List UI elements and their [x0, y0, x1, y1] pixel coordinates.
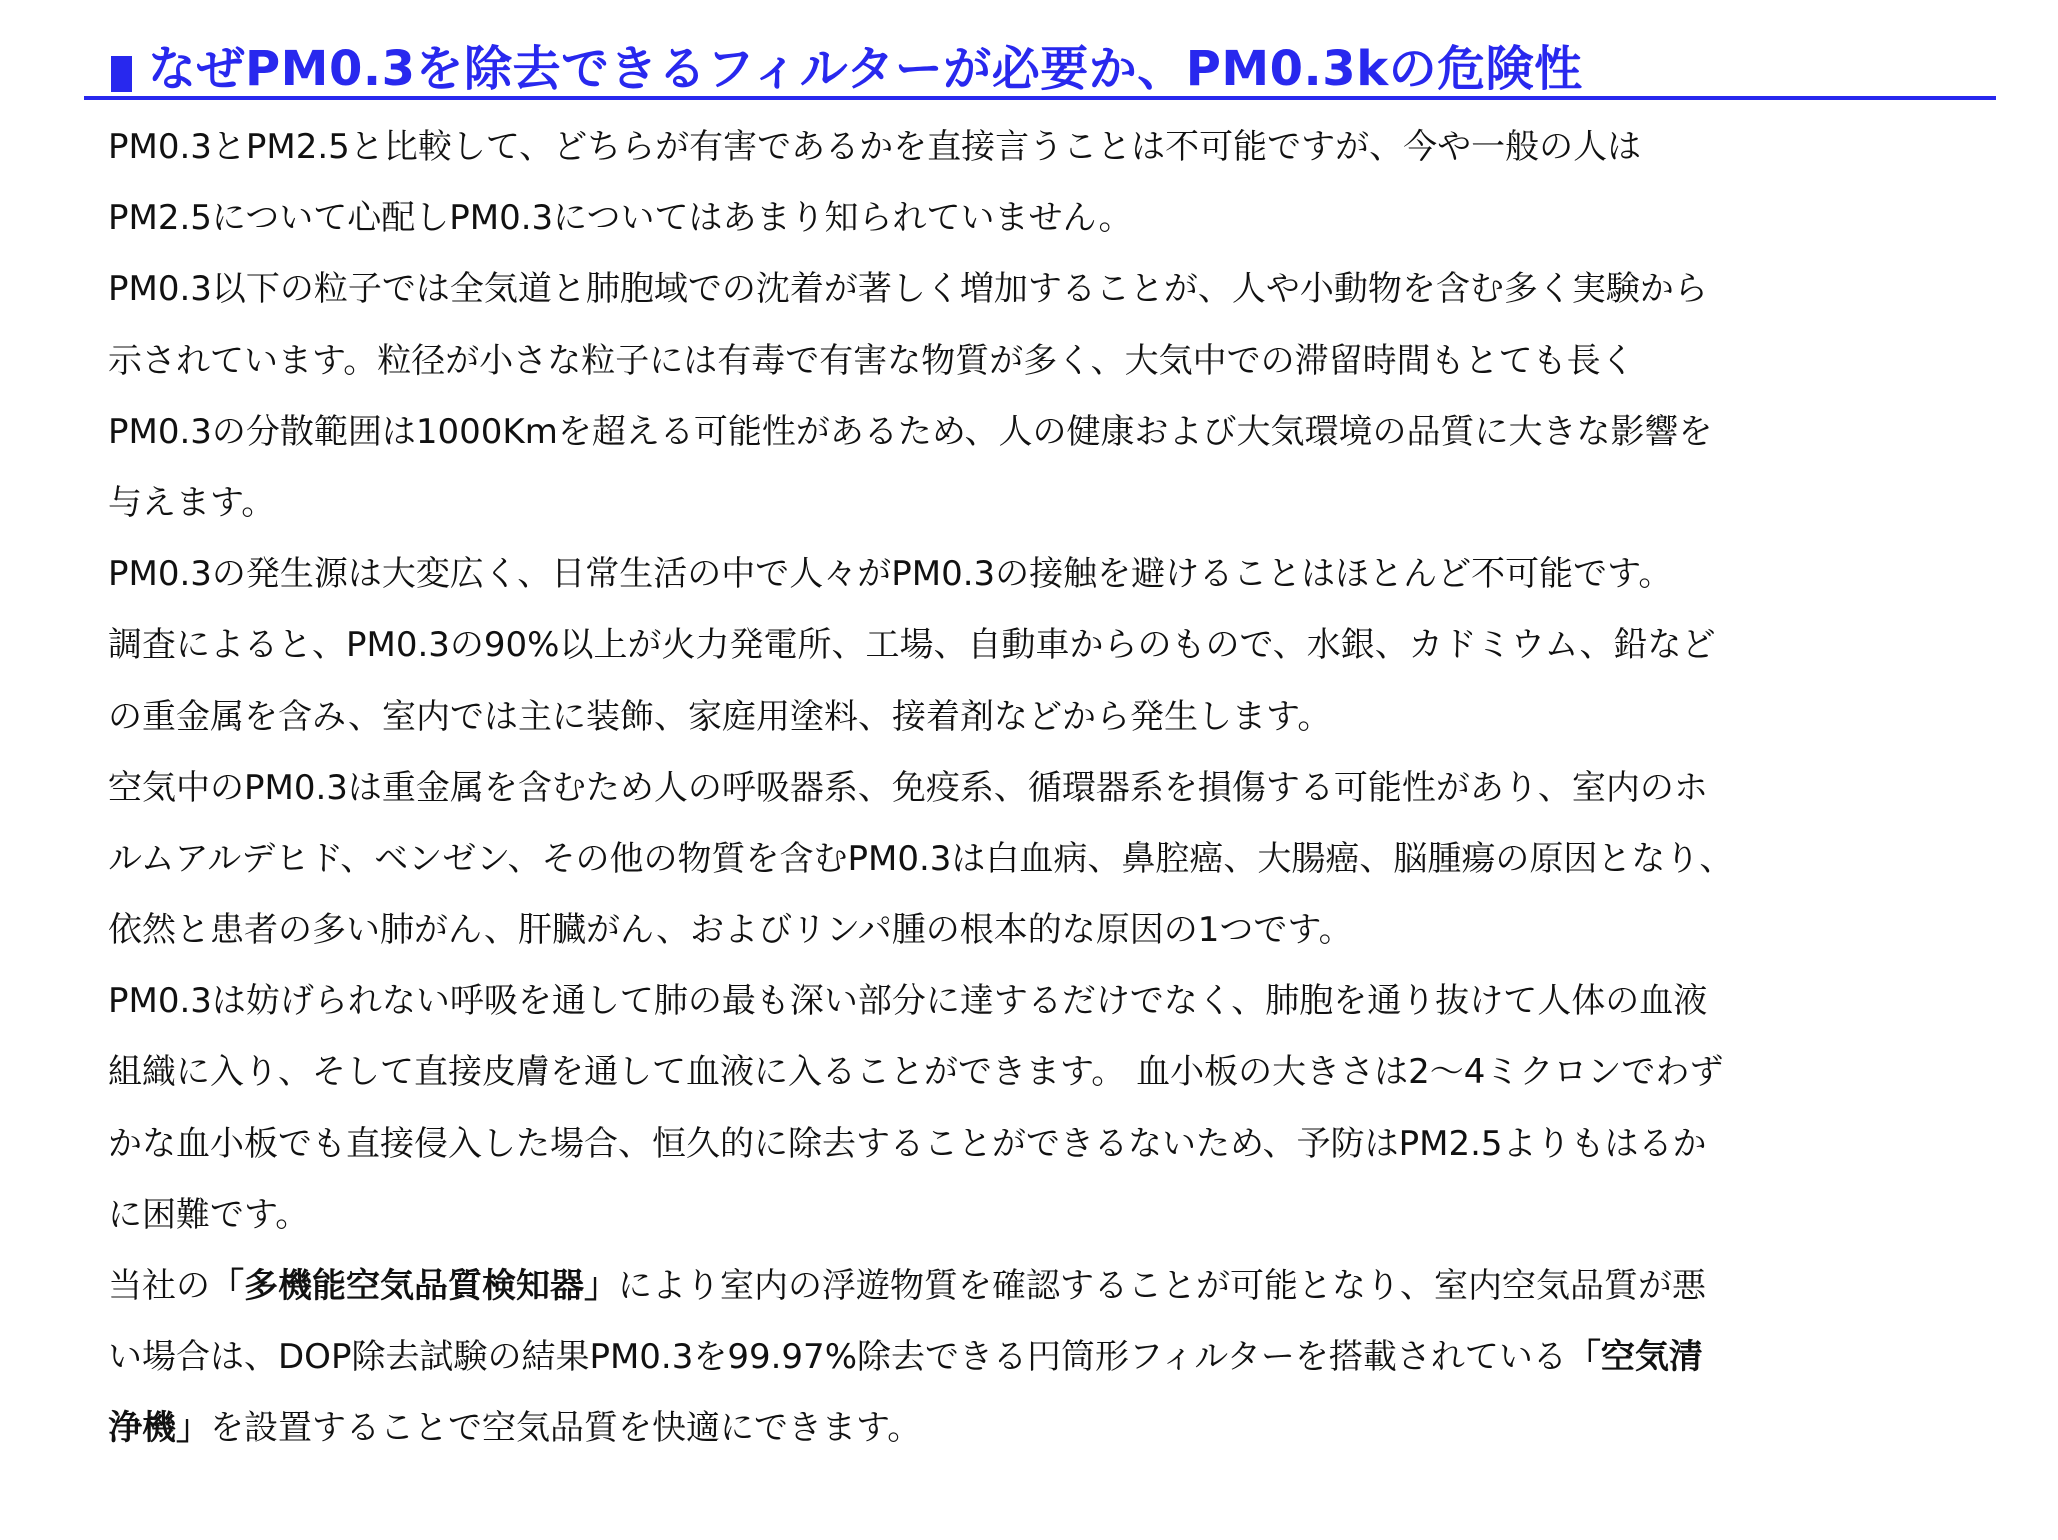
body-text — [108, 112, 2013, 1465]
text-line: PM0.3とPM2.5と比較して、どちらが有害であるかを直接言うことは不可能ですが、今や一般の人は — [108, 127, 1642, 167]
text-line: かな血小板でも直接侵入した場合、恒久的に除去することができるないため、予防はPM2.5よりもはるか — [108, 1123, 1707, 1164]
text-line: PM2.5について心配しPM0.3についてはあまり知られていません。 — [108, 198, 1133, 239]
closing-line-1-suffix: により室内の浮遊物質を確認することが可能となり、室内空気品質が悪 — [618, 1266, 1706, 1306]
text-line: 示されています。粒径が小さな粒子には有毒で有害な物質が多く、大気中での滞留時間もとても長く — [108, 340, 1635, 381]
closing-line-1-prefix: 当社の — [108, 1266, 210, 1306]
text-line: に困難です。 — [108, 1194, 310, 1235]
text-line: 空気中のPM0.3は重金属を含むため人の呼吸器系、免疫系、循環器系を損傷する可能性があり、室内のホ — [108, 767, 1708, 808]
text-line: 調査によると、PM0.3の90%以上が火力発電所、工場、自動車からのもので、水銀、カドミウム、鉛など — [108, 625, 1716, 666]
closing-line-2 — [108, 1322, 2013, 1393]
text-line: PM0.3は妨げられない呼吸を通して肺の最も深い部分に達するだけでなく、肺胞を通り抜けて人体の血液 — [108, 981, 1708, 1022]
closing-line-2-prefix: い場合は、DOP除去試験の結果PM0.3を99.97%除去できる円筒形フィルターを搭載されている — [108, 1337, 1567, 1378]
text-line: 与えます。 — [108, 482, 276, 523]
text-line: ルムアルデヒド、ベンゼン、その他の物質を含むPM0.3は白血病、鼻腔癌、大腸癌、脳腫瘍の原因となり、 — [108, 838, 1734, 879]
product-name-purifier-part1: 「空気清 — [1566, 1337, 1703, 1378]
title-bar — [84, 38, 1996, 100]
text-line: PM0.3の発生源は大変広く、日常生活の中で人々がPM0.3の接触を避けることはほとんど不可能です。 — [108, 554, 1673, 595]
closing-line-3-suffix: を設置することで空気品質を快適にできます。 — [210, 1408, 922, 1449]
page-title: なぜPM0.3を除去できるフィルターが必要か、PM0.3kの危険性 — [148, 41, 1583, 97]
text-line: 依然と患者の多い肺がん、肝臓がん、およびリンパ腫の根本的な原因の1つです。 — [108, 910, 1353, 951]
closing-line-1 — [108, 1251, 2013, 1322]
text-line: PM0.3以下の粒子では全気道と肺胞域での沈着が著しく増加することが、人や小動物を含む多く実験から — [108, 269, 1708, 310]
text-line: の重金属を含み、室内では主に装飾、家庭用塗料、接着剤などから発生します。 — [108, 696, 1332, 737]
text-line: PM0.3の分散範囲は1000Kmを超える可能性があるため、人の健康および大気環境の品質に大きな影響を — [108, 411, 1713, 452]
product-name-detector: 「多機能空気品質検知器」 — [210, 1266, 618, 1306]
text-line: 組織に入り、そして直接皮膚を通して血液に入ることができます。 血小板の大きさは2～4ミクロンでわず — [108, 1052, 1724, 1093]
closing-line-3 — [108, 1393, 2013, 1464]
product-name-purifier-part2: 浄機」 — [108, 1408, 210, 1449]
title-marker-square — [111, 56, 132, 92]
